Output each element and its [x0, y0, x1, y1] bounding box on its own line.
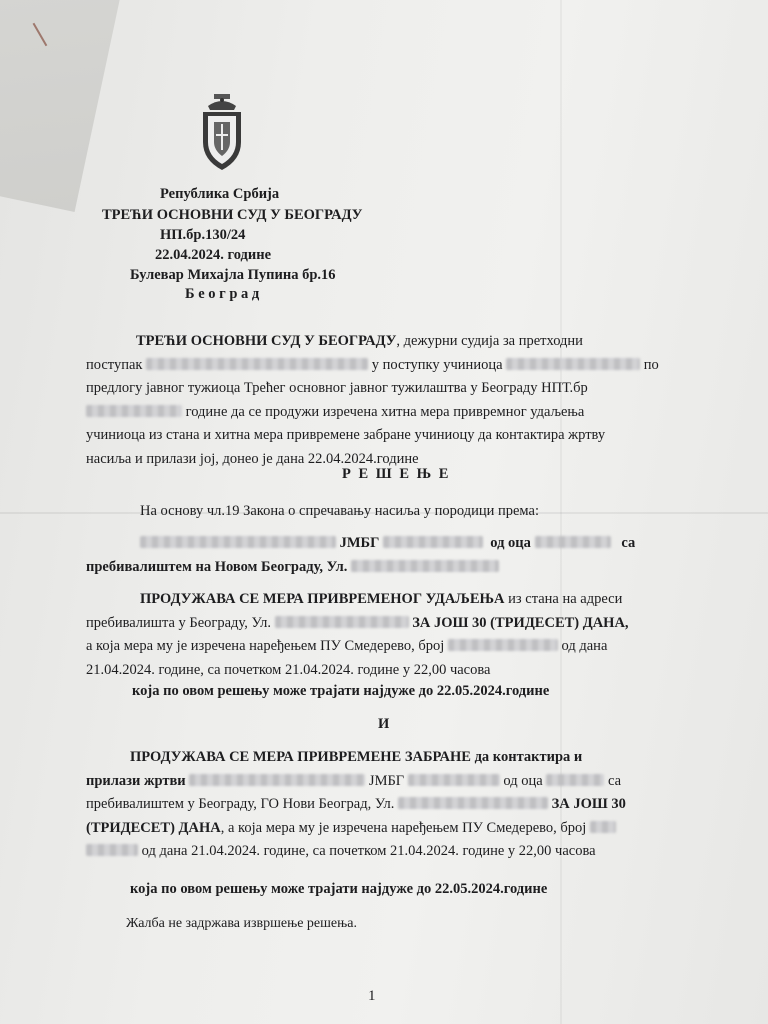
basis-text: На основу чл.19 Закона о спречавању насиља у породици према:: [140, 503, 539, 519]
jmbg-label: ЈМБГ: [339, 535, 380, 551]
header-date: 22.04.2024. године: [155, 247, 272, 263]
measure1-text: пребивалишта у Београду, Ул.: [86, 614, 271, 631]
redacted-number: [86, 844, 138, 856]
measure1-text: а која мера му је изречена наређењем ПУ Смедерево, број: [86, 638, 445, 654]
measure2-text: од оца: [503, 772, 543, 789]
redacted-name: [506, 358, 640, 370]
redacted-number: [448, 639, 558, 651]
redacted-address: [398, 797, 548, 809]
intro-text: учиниоца из стана и хитна мера привремене забране учиниоцу да контактира жртву: [86, 427, 606, 443]
measure1-paragraph: [86, 588, 698, 682]
redacted-name: [546, 774, 604, 786]
residence-text: пребивалиштем на Новом Београду, Ул.: [86, 558, 348, 575]
measure2-paragraph: [86, 746, 698, 864]
measure2-text: од дана 21.04.2024. године, са почетком 21.04.2024. године у 22,00 часова: [141, 843, 596, 859]
basis-paragraph: [86, 500, 698, 524]
measure2-duration-bold: ЗА ЈОШ 30: [551, 796, 626, 812]
redacted-jmbg: [383, 536, 483, 548]
background-corner: [0, 0, 122, 212]
measure2-heading: ПРОДУЖАВА СЕ МЕРА ПРИВРЕМЕНЕ ЗАБРАНЕ да контактира и: [130, 749, 583, 765]
intro-text: , дежурни судија за претходни: [396, 333, 583, 349]
redacted-number: [86, 405, 182, 417]
header-city: Б е о г р а д: [185, 286, 260, 302]
decision-title: Р Е Ш Е Њ Е: [342, 466, 451, 482]
intro-text: у поступку учиниоца: [371, 356, 503, 373]
measure2-duration-bold: (ТРИДЕСЕТ) ДАНА: [86, 819, 221, 836]
intro-text: по: [643, 356, 659, 373]
appeal-paragraph: [86, 912, 698, 936]
intro-text: насиља и прилази јој, донео је дана 22.04.2024.године: [86, 450, 419, 467]
measure2-duration: која по овом решењу може трајати најдуже до 22.05.2024.године: [130, 881, 548, 897]
header-republic: Република Србија: [160, 186, 280, 202]
measure1-text: из стана на адреси: [508, 591, 623, 607]
measure1-duration: која по овом решењу може трајати најдуже до 22.05.2024.године: [132, 683, 550, 699]
redacted-name: [189, 774, 365, 786]
redacted-jmbg: [408, 774, 500, 786]
person-paragraph: [86, 532, 698, 579]
father-label: од оца: [490, 535, 531, 551]
measure2-text: , а која мера му је изречена наређењем ПУ Смедерево, број: [220, 819, 587, 836]
measure1-duration-bold: ЗА ЈОШ 30 (ТРИДЕСЕТ) ДАНА,: [412, 614, 629, 631]
intro-court-name: ТРЕЋИ ОСНОВНИ СУД У БЕОГРАДУ: [136, 333, 397, 349]
redacted-address: [275, 616, 409, 628]
page-number: 1: [368, 988, 376, 1004]
redacted-name: [146, 358, 368, 370]
measure2-text: са: [607, 772, 622, 789]
redacted-address: [351, 560, 499, 572]
measure1-text: 21.04.2024. године, са почетком 21.04.2024. године у 22,00 часова: [86, 661, 491, 678]
and-separator: И: [378, 716, 390, 732]
intro-text: поступак: [86, 356, 143, 373]
header-court: ТРЕЋИ ОСНОВНИ СУД У БЕОГРАДУ: [102, 207, 363, 223]
redacted-name: [140, 536, 336, 548]
intro-text: године да се продужи изречена хитна мера привремног удаљења: [185, 403, 585, 420]
person-text: са: [621, 535, 636, 551]
redacted-name: [535, 536, 611, 548]
measure1-text: од дана: [561, 638, 608, 654]
jmbg-label: ЈМБГ: [368, 772, 405, 789]
measure2-text: пребивалиштем у Београду, ГО Нови Београд, Ул.: [86, 796, 395, 812]
redacted-number: [590, 821, 616, 833]
appeal-text: Жалба не задржава извршење решења.: [126, 916, 357, 931]
measure2-text: прилази жртви: [86, 772, 186, 789]
header-case-number: НП.бр.130/24: [160, 227, 246, 243]
intro-text: предлогу јавног тужиоца Трећег основног јавног тужилаштва у Београду НПТ.бр: [86, 380, 588, 396]
header-address: Булевар Михајла Пупина бр.16: [130, 267, 336, 283]
intro-paragraph: [86, 330, 698, 471]
coat-of-arms-icon: [200, 94, 244, 172]
measure1-heading: ПРОДУЖАВА СЕ МЕРА ПРИВРЕМЕНОГ УДАЉЕЊА: [140, 591, 505, 607]
